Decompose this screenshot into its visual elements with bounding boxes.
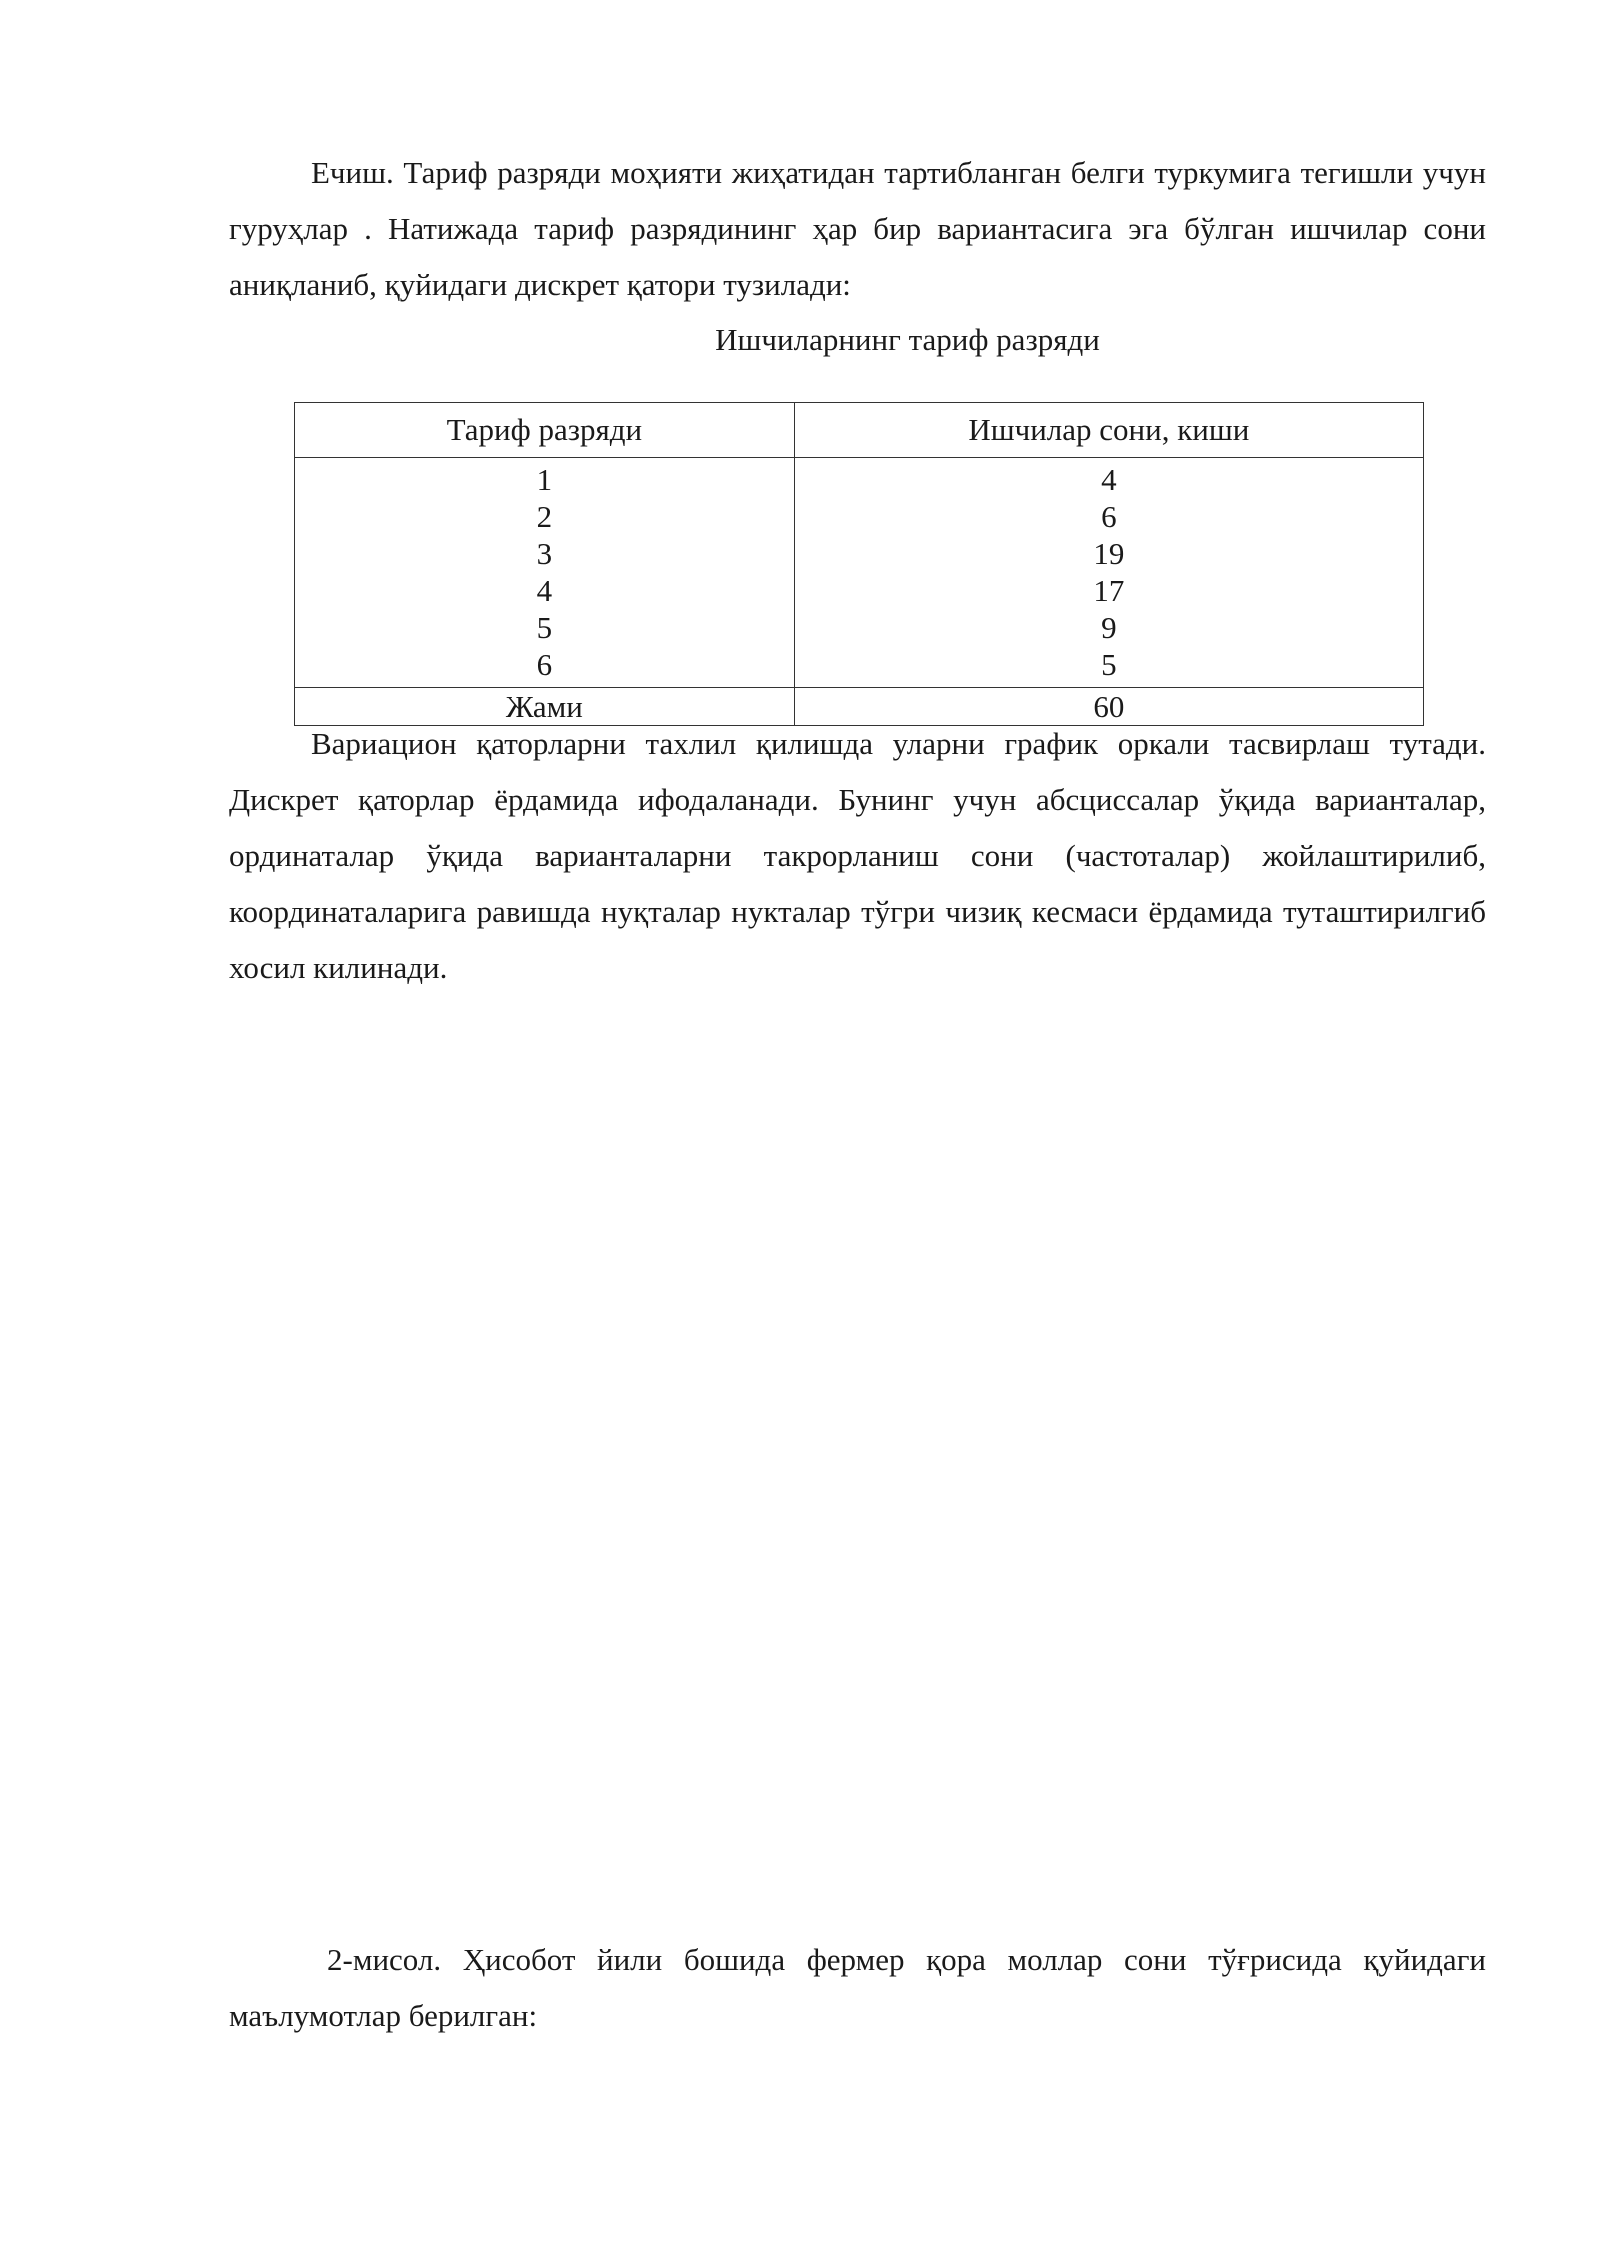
tariff-grade-value: 2 bbox=[536, 499, 553, 534]
header-workers-count: Ишчилар сони, киши bbox=[794, 403, 1423, 458]
table-caption: Ишчиларнинг тариф разряди bbox=[715, 322, 1100, 357]
variation-paragraph: Вариацион қаторларни тахлил қилишда уларни график оркали тасвирлаш тутади. Дискрет қаторлар ёрдамида ифодаланади. Бунинг учун абсциссалар ўқида варианталар, ординаталар ўқида варианталарни такрорланиш сони (частоталар) жойлаштирилиб, координаталарига равишда нуқталар нукталар тўгри чизиқ кесмаси ёрдамида туташтирилгиб хосил килинади. bbox=[229, 726, 1486, 985]
tariff-grade-value: 1 bbox=[536, 462, 553, 497]
workers-count-value: 9 bbox=[1101, 610, 1117, 645]
tariff-grade-column bbox=[295, 458, 795, 688]
workers-count-value: 19 bbox=[1093, 536, 1125, 571]
tariff-grade-value: 3 bbox=[536, 536, 553, 571]
tariff-grade-value: 6 bbox=[536, 647, 553, 682]
workers-count-column bbox=[794, 458, 1423, 688]
total-value: 60 bbox=[794, 688, 1423, 726]
table-header-row bbox=[295, 403, 1424, 458]
total-label: Жами bbox=[295, 688, 795, 726]
table-values-row bbox=[295, 458, 1424, 688]
tariff-grade-value: 4 bbox=[536, 573, 553, 608]
workers-count-value: 17 bbox=[1093, 573, 1125, 608]
header-tariff-grade: Тариф разряди bbox=[295, 403, 795, 458]
solution-paragraph: Ечиш. Тариф разряди моҳияти жиҳатидан тартибланган белги туркумига тегишли учун гуруҳлар . Натижада тариф разрядининг ҳар бир вариантасига эга бўлган ишчилар сони аниқланиб, қуйидаги дискрет қатори тузилади: bbox=[229, 155, 1486, 302]
example2-paragraph: 2-мисол. Ҳисобот йили бошида фермер қора моллар сони тўғрисида қуйидаги маълумотлар берилган: bbox=[229, 1942, 1486, 2033]
tariff-table bbox=[294, 402, 1424, 726]
workers-count-value: 6 bbox=[1101, 499, 1117, 534]
workers-count-value: 4 bbox=[1101, 462, 1117, 497]
workers-count-value: 5 bbox=[1101, 647, 1117, 682]
tariff-grade-value: 5 bbox=[536, 610, 553, 645]
